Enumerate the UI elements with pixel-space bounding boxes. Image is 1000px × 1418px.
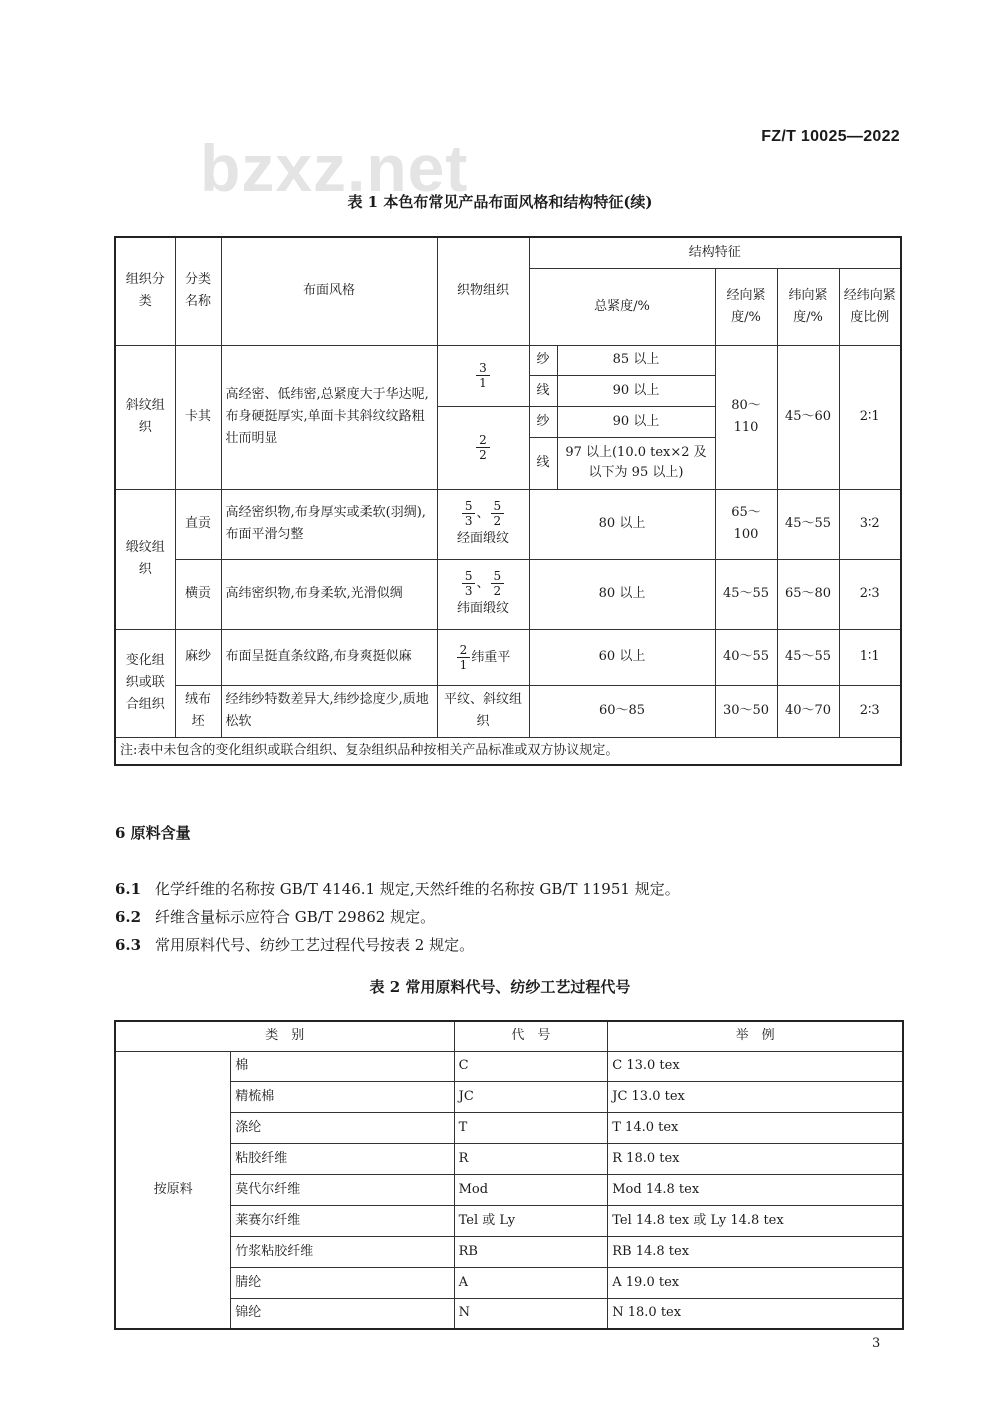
table1 (114, 236, 902, 766)
material-name: 莫代尔纤维 (231, 1174, 454, 1205)
group-variant: 变化组织或联合组织 (115, 629, 175, 737)
material-name: 粘胶纤维 (231, 1143, 454, 1174)
table2-title: 表 2 常用原料代号、纺纱工艺过程代号 (369, 978, 631, 996)
style-khaki: 高经密、低纬密,总紧度大于华达呢,布身硬挺厚实,单面卡其斜纹纹路粗壮而明显 (221, 345, 437, 489)
material-code: Tel 或 Ly (454, 1205, 608, 1236)
table2-header-row (115, 1021, 903, 1051)
material-name: 锦纶 (231, 1298, 454, 1329)
material-code: JC (454, 1081, 608, 1112)
table-row (115, 685, 901, 737)
material-code: A (454, 1267, 608, 1298)
material-example: R 18.0 tex (608, 1143, 903, 1174)
style-henggong: 高纬密织物,布身柔软,光滑似绸 (221, 559, 437, 629)
header-ratio: 经纬向紧度比例 (839, 268, 901, 345)
material-code: N (454, 1298, 608, 1329)
weft-value: 65～80 (777, 559, 839, 629)
header-category: 类 别 (115, 1021, 454, 1051)
material-code: RB (454, 1236, 608, 1267)
weave-frac-2-2: $\frac{2}{2}$ (437, 406, 529, 489)
material-name: 涤纶 (231, 1112, 454, 1143)
table-row (115, 1051, 903, 1081)
table-row (115, 1236, 903, 1267)
group-satin: 缎纹组织 (115, 489, 175, 629)
name-rongbupi: 绒布坯 (175, 685, 221, 737)
table-note-row (115, 737, 901, 765)
material-name: 莱赛尔纤维 (231, 1205, 454, 1236)
total-value: 60～85 (529, 685, 715, 737)
header-total: 总紧度/% (529, 268, 715, 345)
weft-value: 40～70 (777, 685, 839, 737)
warp-value: 65～100 (715, 489, 777, 559)
standard-number: FZ/T 10025—2022 (761, 128, 900, 145)
para-6-1: 6.1 化学纤维的名称按 GB/T 4146.1 规定,天然纤维的名称按 GB/T 11951 规定。 (115, 880, 680, 898)
table-row (115, 1267, 903, 1298)
material-example: C 13.0 tex (608, 1051, 903, 1081)
weave-rongbupi: 平纹、斜纹组织 (437, 685, 529, 737)
material-example: RB 14.8 tex (608, 1236, 903, 1267)
material-name: 腈纶 (231, 1267, 454, 1298)
material-name: 棉 (231, 1051, 454, 1081)
ratio-value: 2∶1 (839, 345, 901, 489)
table-row (115, 629, 901, 685)
name-henggong: 横贡 (175, 559, 221, 629)
material-example: Tel 14.8 tex 或 Ly 14.8 tex (608, 1205, 903, 1236)
table-row (115, 1298, 903, 1329)
ratio-value: 2∶3 (839, 685, 901, 737)
total-value: 80 以上 (529, 559, 715, 629)
table2 (114, 1020, 904, 1330)
ratio-value: 1∶1 (839, 629, 901, 685)
ratio-value: 2∶3 (839, 559, 901, 629)
table-row (115, 1174, 903, 1205)
header-structure: 结构特征 (529, 237, 901, 268)
thread-label: 线 (529, 437, 557, 489)
table-row (115, 1143, 903, 1174)
weft-value: 45～60 (777, 345, 839, 489)
material-example: N 18.0 tex (608, 1298, 903, 1329)
header-weave: 织物组织 (437, 237, 529, 345)
material-example: A 19.0 tex (608, 1267, 903, 1298)
page-number: 3 (872, 1336, 881, 1351)
name-masha: 麻纱 (175, 629, 221, 685)
header-group: 组织分类 (115, 237, 175, 345)
weave-frac-3-1: $\frac{3}{1}$ (437, 345, 529, 406)
material-example: JC 13.0 tex (608, 1081, 903, 1112)
weft-value: 45～55 (777, 489, 839, 559)
table-row (115, 559, 901, 629)
material-example: Mod 14.8 tex (608, 1174, 903, 1205)
weft-value: 45～55 (777, 629, 839, 685)
group-twill: 斜纹组织 (115, 345, 175, 489)
material-name: 精梳棉 (231, 1081, 454, 1112)
material-code: Mod (454, 1174, 608, 1205)
material-example: T 14.0 tex (608, 1112, 903, 1143)
table1-note: 注:表中未包含的变化组织或联合组织、复杂组织品种按相关产品标准或双方协议规定。 (115, 737, 901, 765)
warp-value: 45～55 (715, 559, 777, 629)
total-value: 97 以上(10.0 tex×2 及以下为 95 以上) (557, 437, 715, 489)
thread-label: 线 (529, 375, 557, 406)
total-value: 85 以上 (557, 345, 715, 375)
header-style: 布面风格 (221, 237, 437, 345)
name-zhigong: 直贡 (175, 489, 221, 559)
header-weft: 纬向紧度/% (777, 268, 839, 345)
material-code: R (454, 1143, 608, 1174)
style-rongbupi: 经纬纱特数差异大,纬纱捻度少,质地松软 (221, 685, 437, 737)
weave-zhigong: $\frac{5}{3}$ 、 $\frac{5}{2}$ 经面缎纹 (437, 489, 529, 559)
warp-value: 40～55 (715, 629, 777, 685)
table-row (115, 1112, 903, 1143)
weave-henggong: $\frac{5}{3}$ 、 $\frac{5}{2}$ 纬面缎纹 (437, 559, 529, 629)
watermark: bzxz.net (200, 131, 469, 205)
table-row (115, 1205, 903, 1236)
total-value: 80 以上 (529, 489, 715, 559)
total-value: 60 以上 (529, 629, 715, 685)
weave-masha: $\frac{2}{1}$ 纬重平 (437, 629, 529, 685)
section6-heading: 6 原料含量 (115, 824, 191, 842)
ratio-value: 3∶2 (839, 489, 901, 559)
table-row (115, 1081, 903, 1112)
total-value: 90 以上 (557, 406, 715, 437)
para-6-3: 6.3 常用原料代号、纺纱工艺过程代号按表 2 规定。 (115, 936, 475, 954)
header-name: 分类名称 (175, 237, 221, 345)
table1-title: 表 1 本色布常见产品布面风格和结构特征(续) (347, 193, 653, 211)
header-warp: 经向紧度/% (715, 268, 777, 345)
material-code: T (454, 1112, 608, 1143)
para-6-2: 6.2 纤维含量标示应符合 GB/T 29862 规定。 (115, 908, 436, 926)
yarn-label: 纱 (529, 345, 557, 375)
table-row (115, 345, 901, 375)
group-by-material: 按原料 (115, 1051, 231, 1329)
style-masha: 布面呈挺直条纹路,布身爽挺似麻 (221, 629, 437, 685)
yarn-label: 纱 (529, 406, 557, 437)
table-row (115, 489, 901, 559)
warp-value: 30～50 (715, 685, 777, 737)
header-code: 代 号 (454, 1021, 608, 1051)
name-khaki: 卡其 (175, 345, 221, 489)
total-value: 90 以上 (557, 375, 715, 406)
material-name: 竹浆粘胶纤维 (231, 1236, 454, 1267)
style-zhigong: 高经密织物,布身厚实或柔软(羽绸),布面平滑匀整 (221, 489, 437, 559)
warp-value: 80～110 (715, 345, 777, 489)
material-code: C (454, 1051, 608, 1081)
header-example: 举 例 (608, 1021, 903, 1051)
table1-header-row (115, 237, 901, 268)
